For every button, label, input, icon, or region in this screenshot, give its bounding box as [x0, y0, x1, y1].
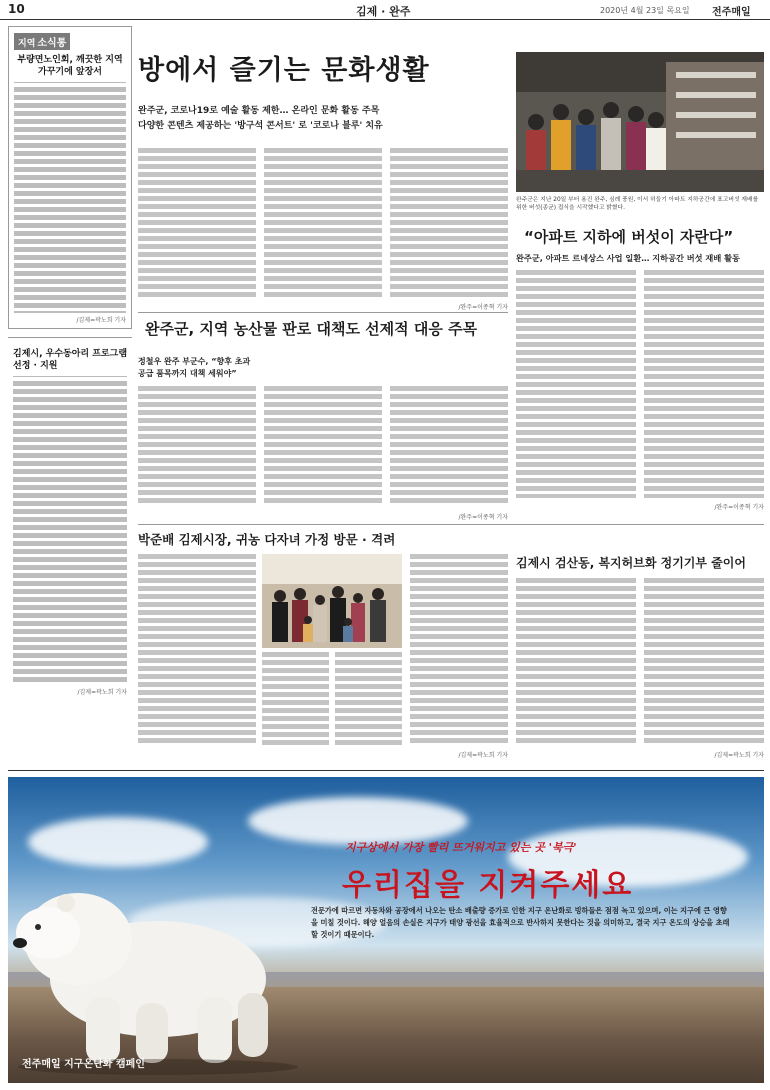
divider [13, 376, 127, 377]
cloud-decoration [248, 797, 468, 845]
sidebar-news2-body [13, 381, 127, 685]
ad-body: 전문가에 따르면 자동차와 공장에서 나오는 탄소 배출량 증가로 인한 지구 온난화로 빙하들은 점점 녹고 있으며, 이는 지구에 큰 영향을 미칠 것이다. 해양 얼음의 손실은 지구가 태양 광선을 효율적으로 반사하지 못한다는 것을 의미하고, 결국 지구 온도의 상승을 초래할 것이기 때문이다. [311, 906, 730, 939]
article3-subheadline: 정철우 완주 부군수, “향후 초과 공급 품목까지 대책 세워야” [138, 357, 251, 378]
tag-prefix: 지역 [18, 39, 36, 49]
local-news-box [8, 26, 132, 329]
publisher-name: 전주매일 [712, 7, 751, 18]
article5-body [516, 578, 764, 746]
article-culture [138, 105, 508, 133]
article2-byline: /완주=이종혁 기자 [714, 504, 764, 511]
sidebar-news1-byline: /김제=곽노희 기자 [76, 317, 126, 324]
divider [8, 770, 764, 771]
polar-bear-image [8, 847, 308, 1077]
main-feature-title: 방에서 즐기는 문화생활 [138, 55, 430, 86]
mushroom-photo [516, 52, 764, 192]
sidebar-news1-headline: 부량면노인회, 깨끗한 지역 가꾸기에 앞장서 [17, 55, 123, 77]
article3-body [138, 386, 508, 506]
page-header [0, 0, 770, 20]
divider [138, 312, 508, 313]
issue-date: 2020년 4월 23일 목요일 [600, 6, 690, 15]
article1-body [138, 148, 508, 298]
section-title: 김제 · 완주 [356, 5, 411, 18]
sidebar-news-column [8, 26, 132, 760]
ad-title: 우리집을 지켜주세요 [342, 868, 634, 903]
sidebar-news2-headline: 김제시, 우수동아리 프로그램 선정 · 지원 [13, 349, 128, 371]
local-news-tag [14, 33, 70, 50]
mushroom-photo-caption: 완주군은 지난 20일 부터 용진 완주, 심례 풍원, 이서 허들기 아파트 지하공간에 표고버섯 재배를 위한 버섯(종균) 접식을 시작했다고 밝혔다. [516, 197, 759, 211]
article4-body-right [410, 554, 508, 746]
tag-title: 소식통 [37, 38, 67, 49]
article1-byline: /완주=이종혁 기자 [458, 304, 508, 311]
divider [14, 82, 126, 83]
article2-headline: “아파트 지하에 버섯이 자란다” [524, 228, 734, 246]
article3-byline: /완주=이종혁 기자 [458, 514, 508, 521]
article4-headline: 박준배 김제시장, 귀농 다자녀 가정 방문 · 격려 [138, 532, 396, 547]
mushroom-photo-image [516, 52, 764, 192]
ad-kicker: 지구상에서 가장 빨리 뜨거워지고 있는 곳 '북극' [345, 841, 577, 854]
program-news-box [8, 337, 132, 700]
sidebar-news1-body [14, 87, 126, 313]
page-number: 10 [8, 2, 25, 16]
article4-body-under-photo [262, 652, 402, 746]
article5-byline: /김제=곽노희 기자 [714, 752, 764, 759]
article1-subheadline-1: 완주군, 코로나19로 예술 활동 제한… 온라인 문화 활동 주목 [138, 106, 380, 116]
article2-subheadline: 완주군, 아파트 르네상스 사업 일환… 지하공간 버섯 재배 활동 [516, 253, 740, 263]
article4-body-left [138, 554, 256, 746]
ad-footer: 전주매일 지구온난화 캠페인 [22, 1059, 145, 1070]
divider [138, 524, 764, 525]
family-photo [262, 554, 402, 648]
family-photo-image [262, 554, 402, 648]
article5-headline: 김제시 검산동, 복지허브화 정기기부 줄이어 [516, 556, 746, 570]
article3-headline: 완주군, 지역 농산물 판로 대책도 선제적 대응 주목 [145, 320, 478, 338]
article2-body [516, 270, 764, 498]
article4-byline: /김제=곽노희 기자 [458, 752, 508, 759]
sidebar-news2-byline: /김제=곽노희 기자 [77, 689, 127, 696]
climate-campaign-ad [8, 777, 764, 1083]
article1-subheadline-2: 다양한 콘텐츠 제공하는 '방구석 콘서트' 로 '코로나 블루' 치유 [138, 121, 383, 131]
